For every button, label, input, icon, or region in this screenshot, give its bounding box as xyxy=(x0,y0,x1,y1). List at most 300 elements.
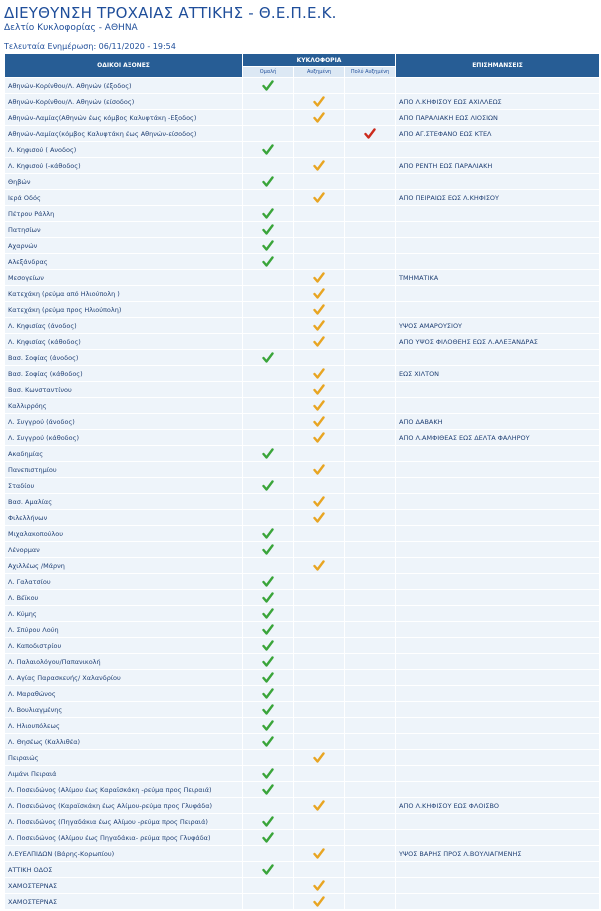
checkmark-icon xyxy=(262,240,274,251)
checkmark-icon xyxy=(262,352,274,363)
column-header-road: ΟΔΙΚΟΙ ΑΞΟΝΕΣ xyxy=(5,54,243,78)
status-cell-smooth xyxy=(243,798,294,814)
status-cell-smooth xyxy=(243,206,294,222)
status-cell-very-increased xyxy=(345,446,396,462)
status-cell-very-increased xyxy=(345,590,396,606)
road-name-cell: ΧΑΜΟΣΤΕΡΝΑΣ xyxy=(5,878,243,894)
status-cell-smooth xyxy=(243,686,294,702)
status-cell-increased xyxy=(294,142,345,158)
note-cell xyxy=(396,446,600,462)
table-row xyxy=(5,94,600,110)
status-cell-increased xyxy=(294,494,345,510)
road-name-cell: Σταδίου xyxy=(5,478,243,494)
note-cell xyxy=(396,206,600,222)
note-cell xyxy=(396,238,600,254)
table-row xyxy=(5,174,600,190)
status-cell-increased xyxy=(294,590,345,606)
road-name-cell: Πατησίων xyxy=(5,222,243,238)
status-cell-very-increased xyxy=(345,414,396,430)
status-cell-very-increased xyxy=(345,174,396,190)
status-cell-smooth xyxy=(243,654,294,670)
road-name-cell: Λ. Συγγρού (άνοδος) xyxy=(5,414,243,430)
status-cell-very-increased xyxy=(345,382,396,398)
status-cell-increased xyxy=(294,222,345,238)
table-row xyxy=(5,894,600,910)
checkmark-icon xyxy=(313,336,325,347)
note-cell xyxy=(396,174,600,190)
status-cell-smooth xyxy=(243,782,294,798)
note-cell xyxy=(396,718,600,734)
note-cell: ΕΩΣ ΧΙΛΤΟΝ xyxy=(396,366,600,382)
checkmark-icon xyxy=(262,448,274,459)
table-row xyxy=(5,782,600,798)
note-cell xyxy=(396,606,600,622)
status-cell-smooth xyxy=(243,670,294,686)
status-cell-very-increased xyxy=(345,78,396,94)
status-cell-smooth xyxy=(243,430,294,446)
status-cell-very-increased xyxy=(345,126,396,142)
road-name-cell: Βασ. Κωνσταντίνου xyxy=(5,382,243,398)
checkmark-icon xyxy=(313,384,325,395)
status-cell-very-increased xyxy=(345,206,396,222)
status-cell-smooth xyxy=(243,526,294,542)
note-cell xyxy=(396,462,600,478)
status-cell-smooth xyxy=(243,750,294,766)
status-cell-increased xyxy=(294,334,345,350)
status-cell-increased xyxy=(294,190,345,206)
status-cell-increased xyxy=(294,526,345,542)
note-cell xyxy=(396,654,600,670)
status-cell-very-increased xyxy=(345,318,396,334)
road-name-cell: Αθηνών-Κορίνθου/Λ. Αθηνών (έξοδος) xyxy=(5,78,243,94)
note-cell xyxy=(396,478,600,494)
status-cell-increased xyxy=(294,302,345,318)
road-name-cell: Λιμάνι Πειραιά xyxy=(5,766,243,782)
status-cell-smooth xyxy=(243,702,294,718)
table-row xyxy=(5,622,600,638)
road-name-cell: Ακαδημίας xyxy=(5,446,243,462)
checkmark-icon xyxy=(262,480,274,491)
last-updated-text: Τελευταία Ενημέρωση: 06/11/2020 - 19:54 xyxy=(4,42,176,51)
status-cell-increased xyxy=(294,398,345,414)
checkmark-icon xyxy=(313,848,325,859)
status-cell-increased xyxy=(294,622,345,638)
table-row xyxy=(5,478,600,494)
status-cell-very-increased xyxy=(345,606,396,622)
road-name-cell: Λ. Ποσειδώνος (Αλίμου έως Πηγαδάκια- ρεύμα προς Γλυφάδα) xyxy=(5,830,243,846)
status-cell-increased xyxy=(294,350,345,366)
road-name-cell: Λ.ΕΥΕΛΠΙΔΩΝ (Βάρης-Κορωπίου) xyxy=(5,846,243,862)
road-name-cell: Φιλελλήνων xyxy=(5,510,243,526)
status-cell-smooth xyxy=(243,718,294,734)
status-cell-very-increased xyxy=(345,686,396,702)
status-cell-very-increased xyxy=(345,158,396,174)
status-cell-smooth xyxy=(243,286,294,302)
status-cell-smooth xyxy=(243,606,294,622)
status-cell-increased xyxy=(294,238,345,254)
table-row xyxy=(5,830,600,846)
checkmark-icon xyxy=(313,288,325,299)
status-cell-smooth xyxy=(243,590,294,606)
status-cell-very-increased xyxy=(345,286,396,302)
status-cell-smooth xyxy=(243,334,294,350)
road-name-cell: Λ. Καποδιστρίου xyxy=(5,638,243,654)
table-row xyxy=(5,270,600,286)
status-cell-very-increased xyxy=(345,350,396,366)
checkmark-icon xyxy=(262,576,274,587)
status-cell-smooth xyxy=(243,574,294,590)
status-cell-smooth xyxy=(243,238,294,254)
checkmark-icon xyxy=(262,544,274,555)
road-name-cell: Λ. Θησέως (Καλλιθέα) xyxy=(5,734,243,750)
road-name-cell: Λ. Κηφισού ( Ανοδος) xyxy=(5,142,243,158)
status-cell-smooth xyxy=(243,350,294,366)
status-cell-increased xyxy=(294,94,345,110)
table-row xyxy=(5,430,600,446)
road-name-cell: Λ. Κηφισίας (κάθοδος) xyxy=(5,334,243,350)
status-cell-smooth xyxy=(243,814,294,830)
table-row xyxy=(5,574,600,590)
status-cell-smooth xyxy=(243,414,294,430)
status-cell-very-increased xyxy=(345,798,396,814)
status-cell-smooth xyxy=(243,254,294,270)
status-cell-very-increased xyxy=(345,734,396,750)
table-row xyxy=(5,78,600,94)
checkmark-icon xyxy=(262,832,274,843)
table-row xyxy=(5,590,600,606)
status-cell-increased xyxy=(294,814,345,830)
status-cell-increased xyxy=(294,382,345,398)
status-cell-smooth xyxy=(243,222,294,238)
checkmark-icon xyxy=(313,400,325,411)
table-row xyxy=(5,526,600,542)
status-cell-increased xyxy=(294,654,345,670)
checkmark-icon xyxy=(313,752,325,763)
road-name-cell: Λ. Συγγρού (κάθοδος) xyxy=(5,430,243,446)
road-name-cell: Λ. Ποσειδώνος (Καραϊσκάκη έως Αλίμου-ρεύμα προς Γλυφάδα) xyxy=(5,798,243,814)
status-cell-very-increased xyxy=(345,254,396,270)
status-cell-smooth xyxy=(243,174,294,190)
status-cell-very-increased xyxy=(345,430,396,446)
status-cell-increased xyxy=(294,574,345,590)
status-cell-increased xyxy=(294,126,345,142)
status-cell-increased xyxy=(294,462,345,478)
table-row xyxy=(5,158,600,174)
table-row xyxy=(5,766,600,782)
status-cell-smooth xyxy=(243,766,294,782)
table-row xyxy=(5,334,600,350)
checkmark-icon xyxy=(262,208,274,219)
status-cell-very-increased xyxy=(345,654,396,670)
checkmark-icon xyxy=(313,432,325,443)
road-name-cell: Βασ. Σοφίας (άνοδος) xyxy=(5,350,243,366)
status-cell-increased xyxy=(294,318,345,334)
status-cell-very-increased xyxy=(345,862,396,878)
status-cell-very-increased xyxy=(345,766,396,782)
status-cell-very-increased xyxy=(345,558,396,574)
status-cell-increased xyxy=(294,206,345,222)
status-cell-increased xyxy=(294,446,345,462)
checkmark-icon xyxy=(262,656,274,667)
checkmark-icon xyxy=(313,160,325,171)
status-cell-smooth xyxy=(243,894,294,910)
road-name-cell: Μεσογείων xyxy=(5,270,243,286)
road-name-cell: Λ. Αγίας Παρασκευής/ Χαλανδρίου xyxy=(5,670,243,686)
checkmark-icon xyxy=(313,416,325,427)
note-cell xyxy=(396,590,600,606)
status-cell-smooth xyxy=(243,94,294,110)
status-cell-increased xyxy=(294,750,345,766)
note-cell xyxy=(396,862,600,878)
road-name-cell: Λ. Κύμης xyxy=(5,606,243,622)
table-row xyxy=(5,702,600,718)
status-cell-smooth xyxy=(243,734,294,750)
column-header-traffic: ΚΥΚΛΟΦΟΡΙΑ xyxy=(243,54,396,67)
table-row xyxy=(5,814,600,830)
table-row xyxy=(5,750,600,766)
table-row xyxy=(5,366,600,382)
note-cell xyxy=(396,686,600,702)
status-cell-increased xyxy=(294,862,345,878)
status-cell-smooth xyxy=(243,270,294,286)
status-cell-very-increased xyxy=(345,894,396,910)
table-row xyxy=(5,510,600,526)
table-row xyxy=(5,222,600,238)
checkmark-icon xyxy=(262,768,274,779)
status-cell-increased xyxy=(294,830,345,846)
table-row xyxy=(5,142,600,158)
note-cell: ΥΨΟΣ ΑΜΑΡΟΥΣΙΟΥ xyxy=(396,318,600,334)
table-row xyxy=(5,190,600,206)
road-name-cell: Λ. Μαραθώνος xyxy=(5,686,243,702)
checkmark-icon xyxy=(262,256,274,267)
checkmark-icon xyxy=(262,144,274,155)
status-cell-increased xyxy=(294,798,345,814)
status-cell-smooth xyxy=(243,830,294,846)
status-cell-increased xyxy=(294,174,345,190)
status-cell-very-increased xyxy=(345,270,396,286)
checkmark-icon xyxy=(262,864,274,875)
note-cell: ΑΠΟ ΠΕΙΡΑΙΩΣ ΕΩΣ Λ.ΚΗΦΙΣΟΥ xyxy=(396,190,600,206)
note-cell xyxy=(396,702,600,718)
road-name-cell: Κατεχάκη (ρεύμα από Ηλιούπολη ) xyxy=(5,286,243,302)
status-cell-increased xyxy=(294,270,345,286)
table-row xyxy=(5,110,600,126)
status-cell-very-increased xyxy=(345,638,396,654)
road-name-cell: Λ. Κηφισίας (άνοδος) xyxy=(5,318,243,334)
checkmark-icon xyxy=(313,112,325,123)
status-cell-smooth xyxy=(243,318,294,334)
subheader-very-increased: Πολύ Αυξημένη xyxy=(345,67,396,78)
note-cell xyxy=(396,734,600,750)
status-cell-increased xyxy=(294,78,345,94)
status-cell-very-increased xyxy=(345,574,396,590)
checkmark-icon xyxy=(313,880,325,891)
note-cell xyxy=(396,638,600,654)
status-cell-increased xyxy=(294,158,345,174)
status-cell-smooth xyxy=(243,558,294,574)
road-name-cell: Λένορμαν xyxy=(5,542,243,558)
status-cell-smooth xyxy=(243,846,294,862)
note-cell xyxy=(396,510,600,526)
road-name-cell: Λ. Σπύρου Λούη xyxy=(5,622,243,638)
checkmark-icon xyxy=(262,176,274,187)
note-cell: ΥΨΟΣ ΒΑΡΗΣ ΠΡΟΣ Λ.ΒΟΥΛΙΑΓΜΕΝΗΣ xyxy=(396,846,600,862)
status-cell-very-increased xyxy=(345,142,396,158)
table-row xyxy=(5,446,600,462)
checkmark-icon xyxy=(262,608,274,619)
status-cell-smooth xyxy=(243,302,294,318)
status-cell-very-increased xyxy=(345,110,396,126)
road-name-cell: Λ. Βουλιαγμένης xyxy=(5,702,243,718)
status-cell-very-increased xyxy=(345,398,396,414)
status-cell-increased xyxy=(294,846,345,862)
note-cell xyxy=(396,830,600,846)
status-cell-smooth xyxy=(243,494,294,510)
status-cell-very-increased xyxy=(345,750,396,766)
note-cell xyxy=(396,782,600,798)
status-cell-smooth xyxy=(243,382,294,398)
checkmark-icon xyxy=(262,592,274,603)
status-cell-very-increased xyxy=(345,366,396,382)
status-cell-increased xyxy=(294,286,345,302)
road-name-cell: Αθηνών-Λαμίας(κόμβος Καλυφτάκη έως Αθηνών-είσοδος) xyxy=(5,126,243,142)
status-cell-smooth xyxy=(243,862,294,878)
checkmark-icon xyxy=(262,640,274,651)
status-cell-smooth xyxy=(243,446,294,462)
checkmark-icon xyxy=(262,672,274,683)
table-row xyxy=(5,686,600,702)
status-cell-increased xyxy=(294,766,345,782)
status-cell-increased xyxy=(294,254,345,270)
road-name-cell: Αλεξάνδρας xyxy=(5,254,243,270)
status-cell-very-increased xyxy=(345,494,396,510)
checkmark-icon xyxy=(313,192,325,203)
status-cell-very-increased xyxy=(345,334,396,350)
road-name-cell: Λ. Ποσειδώνος (Πηγαδάκια έως Αλίμου -ρεύμα προς Πειραιά) xyxy=(5,814,243,830)
note-cell: ΑΠΟ ΠΑΡΑΛΙΑΚΗ ΕΩΣ ΛΙΟΣΙΩΝ xyxy=(396,110,600,126)
status-cell-very-increased xyxy=(345,510,396,526)
note-cell xyxy=(396,670,600,686)
table-row xyxy=(5,542,600,558)
checkmark-icon xyxy=(313,96,325,107)
table-row xyxy=(5,414,600,430)
checkmark-icon xyxy=(262,720,274,731)
status-cell-increased xyxy=(294,110,345,126)
checkmark-icon xyxy=(313,512,325,523)
checkmark-icon xyxy=(313,800,325,811)
road-name-cell: Βασ. Σοφίας (κάθοδος) xyxy=(5,366,243,382)
note-cell xyxy=(396,750,600,766)
checkmark-icon xyxy=(262,704,274,715)
table-row xyxy=(5,350,600,366)
table-row xyxy=(5,670,600,686)
table-row xyxy=(5,558,600,574)
table-body xyxy=(5,78,600,910)
road-name-cell: ΧΑΜΟΣΤΕΡΝΑΣ xyxy=(5,894,243,910)
table-row xyxy=(5,398,600,414)
checkmark-icon xyxy=(262,816,274,827)
checkmark-icon xyxy=(313,320,325,331)
road-name-cell: Λ. Γαλατσίου xyxy=(5,574,243,590)
note-cell xyxy=(396,78,600,94)
table-row xyxy=(5,862,600,878)
checkmark-icon xyxy=(262,736,274,747)
table-row xyxy=(5,382,600,398)
status-cell-increased xyxy=(294,638,345,654)
road-name-cell: Αθηνών-Κορίνθου/Λ. Αθηνών (είσοδος) xyxy=(5,94,243,110)
table-row xyxy=(5,718,600,734)
note-cell: ΑΠΟ Λ.ΑΜΦΙΘΕΑΣ ΕΩΣ ΔΕΛΤΑ ΦΑΛΗΡΟΥ xyxy=(396,430,600,446)
note-cell xyxy=(396,814,600,830)
road-name-cell: Λ. Ηλιουπόλεως xyxy=(5,718,243,734)
note-cell xyxy=(396,878,600,894)
table-row xyxy=(5,494,600,510)
table-row xyxy=(5,238,600,254)
note-cell xyxy=(396,542,600,558)
checkmark-icon xyxy=(364,128,376,139)
status-cell-increased xyxy=(294,718,345,734)
checkmark-icon xyxy=(313,560,325,571)
road-name-cell: Ιερά Οδός xyxy=(5,190,243,206)
subheader-increased: Αυξημένη xyxy=(294,67,345,78)
road-name-cell: Λ. Ποσειδώνος (Αλίμου έως Καραϊσκάκη -ρεύμα προς Πειραιά) xyxy=(5,782,243,798)
status-cell-increased xyxy=(294,734,345,750)
note-cell xyxy=(396,574,600,590)
note-cell xyxy=(396,526,600,542)
table-row xyxy=(5,734,600,750)
status-cell-very-increased xyxy=(345,302,396,318)
status-cell-increased xyxy=(294,430,345,446)
status-cell-increased xyxy=(294,894,345,910)
status-cell-increased xyxy=(294,606,345,622)
table-row xyxy=(5,846,600,862)
status-cell-smooth xyxy=(243,110,294,126)
note-cell xyxy=(396,350,600,366)
note-cell: ΑΠΟ ΔΑΒΑΚΗ xyxy=(396,414,600,430)
note-cell: ΑΠΟ Λ.ΚΗΦΙΣΟΥ ΕΩΣ ΑΧΙΛΛΕΩΣ xyxy=(396,94,600,110)
status-cell-very-increased xyxy=(345,846,396,862)
road-name-cell: Αθηνών-Λαμίας(Αθηνών έως κόμβος Καλυφτάκη -Εξοδος) xyxy=(5,110,243,126)
road-name-cell: Λ. Παλαιολόγου/Παπανικολή xyxy=(5,654,243,670)
note-cell xyxy=(396,558,600,574)
status-cell-increased xyxy=(294,414,345,430)
status-cell-smooth xyxy=(243,366,294,382)
checkmark-icon xyxy=(262,528,274,539)
status-cell-smooth xyxy=(243,638,294,654)
status-cell-very-increased xyxy=(345,670,396,686)
table-row xyxy=(5,302,600,318)
status-cell-smooth xyxy=(243,190,294,206)
status-cell-smooth xyxy=(243,398,294,414)
checkmark-icon xyxy=(313,896,325,907)
road-name-cell: Καλλιρρόης xyxy=(5,398,243,414)
status-cell-smooth xyxy=(243,126,294,142)
note-cell xyxy=(396,302,600,318)
status-cell-very-increased xyxy=(345,878,396,894)
status-cell-increased xyxy=(294,878,345,894)
status-cell-smooth xyxy=(243,478,294,494)
note-cell xyxy=(396,622,600,638)
note-cell xyxy=(396,894,600,910)
table-row xyxy=(5,126,600,142)
note-cell xyxy=(396,286,600,302)
note-cell: ΑΠΟ ΑΓ.ΣΤΕΦΑΝΟ ΕΩΣ ΚΤΕΛ xyxy=(396,126,600,142)
table-row xyxy=(5,654,600,670)
checkmark-icon xyxy=(262,80,274,91)
note-cell xyxy=(396,494,600,510)
checkmark-icon xyxy=(262,224,274,235)
